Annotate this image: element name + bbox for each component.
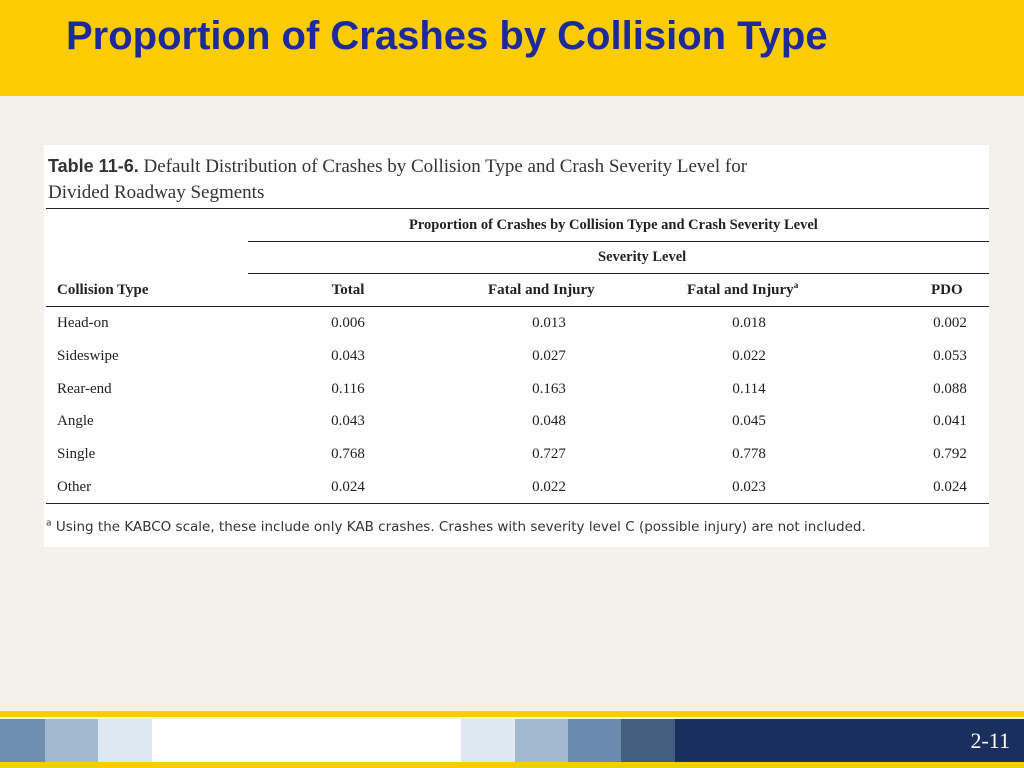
row-fatal-injury: 0.048 (532, 413, 566, 429)
title-bar (0, 0, 1024, 96)
footer-block-7 (568, 719, 621, 762)
table-figure (44, 145, 989, 547)
row-fatal-injury-kab: 0.114 (732, 381, 766, 397)
row-collision-type: Angle (57, 413, 94, 429)
row-fatal-injury-kab: 0.023 (732, 479, 766, 495)
row-fatal-injury-kab: 0.045 (732, 413, 766, 429)
row-collision-type: Single (57, 446, 96, 462)
bottom-accent-line (0, 711, 1024, 717)
row-fatal-injury-kab: 0.018 (732, 315, 766, 331)
row-fatal-injury-kab: 0.022 (732, 348, 766, 364)
severity-header: Severity Level (598, 249, 687, 265)
col-header-total: Total (331, 282, 365, 298)
footer-block-1 (0, 719, 45, 762)
footnote-text: Using the KABCO scale, these include only KAB crashes. Crashes with severity level C (possible injury) are not included. (55, 519, 866, 535)
row-fatal-injury: 0.022 (532, 479, 566, 495)
row-total: 0.024 (331, 479, 365, 495)
col-header-fatal-injury-kab (687, 282, 798, 299)
row-total: 0.768 (331, 446, 365, 462)
table-footnote (46, 519, 866, 535)
row-fatal-injury: 0.013 (532, 315, 566, 331)
row-fatal-injury: 0.727 (532, 446, 566, 462)
footnote-mark: a (46, 518, 52, 529)
row-pdo: 0.088 (933, 381, 967, 397)
row-total: 0.043 (331, 348, 365, 364)
footer-block-5 (461, 719, 515, 762)
footer-block-3 (98, 719, 152, 762)
row-fatal-injury: 0.027 (532, 348, 566, 364)
col-header-collision-type: Collision Type (57, 282, 149, 298)
row-pdo: 0.024 (933, 479, 967, 495)
caption-label: Table 11-6. (48, 156, 139, 176)
row-pdo: 0.002 (933, 315, 967, 331)
table-caption (48, 153, 747, 206)
footer-block-2 (45, 719, 98, 762)
row-pdo: 0.053 (933, 348, 967, 364)
footnote-marker: a (793, 280, 799, 290)
caption-line-1: Default Distribution of Crashes by Collision Type and Crash Severity Level for (143, 156, 748, 177)
severity-header-rule (248, 273, 989, 274)
row-fatal-injury: 0.163 (532, 381, 566, 397)
table-bottom-rule (46, 503, 989, 504)
row-total: 0.043 (331, 413, 365, 429)
page-number: 2-11 (970, 728, 1010, 753)
bottom-edge-line (0, 762, 1024, 768)
row-collision-type: Sideswipe (57, 348, 119, 364)
row-pdo: 0.041 (933, 413, 967, 429)
row-fatal-injury-kab: 0.778 (732, 446, 766, 462)
row-total: 0.006 (331, 315, 365, 331)
row-pdo: 0.792 (933, 446, 967, 462)
col-header-fatal-injury-kab-label: Fatal and Injury (687, 282, 794, 298)
footer-block-8 (621, 719, 675, 762)
footer-block-6 (515, 719, 568, 762)
row-collision-type: Head-on (57, 315, 109, 331)
col-header-fatal-injury: Fatal and Injury (488, 282, 595, 298)
table-top-rule (46, 208, 989, 209)
row-total: 0.116 (331, 381, 365, 397)
caption-line-2: Divided Roadway Segments (48, 182, 265, 203)
row-collision-type: Other (57, 479, 92, 495)
group-header-rule (248, 241, 989, 242)
group-header: Proportion of Crashes by Collision Type and Crash Severity Level (409, 217, 818, 233)
slide-title: Proportion of Crashes by Collision Type (66, 14, 828, 58)
row-collision-type: Rear-end (57, 381, 112, 397)
column-header-rule (46, 306, 989, 307)
col-header-pdo: PDO (931, 282, 963, 298)
footer-block-4 (152, 719, 461, 762)
